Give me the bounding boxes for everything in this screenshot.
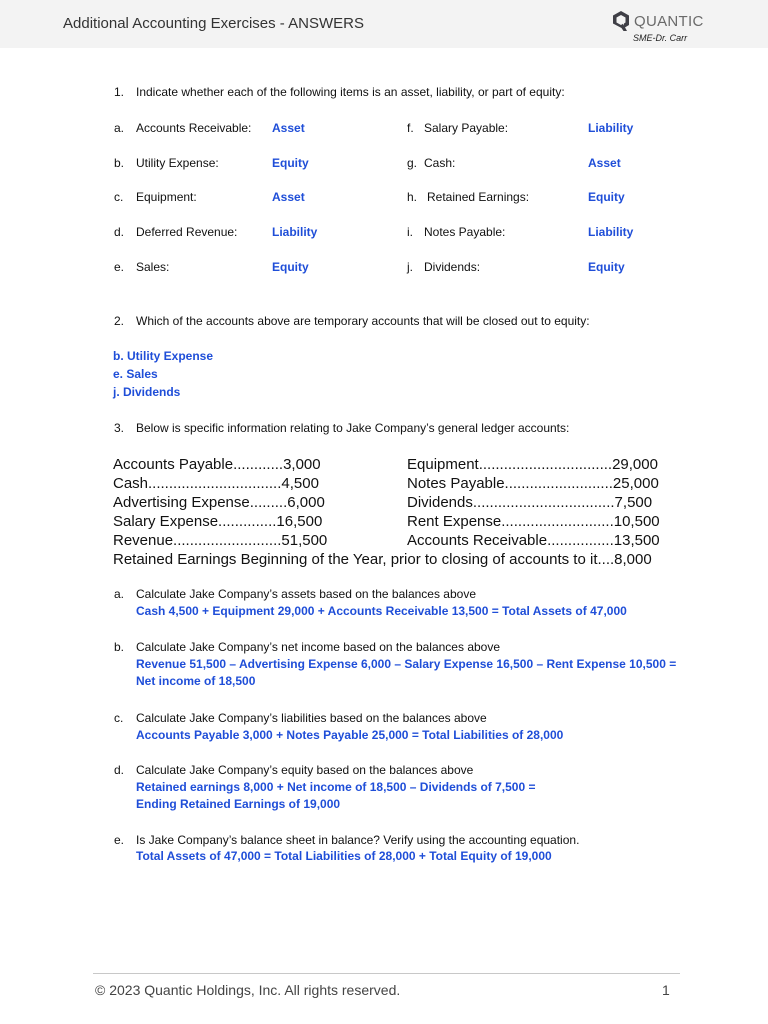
item-label: Cash: <box>424 156 456 170</box>
item-letter: a. <box>114 121 125 135</box>
q3-answer-b-line1: Revenue 51,500 – Advertising Expense 6,000 – Salary Expense 16,500 – Rent Expense 10,500 = <box>136 657 677 671</box>
q1-item-c <box>114 190 197 204</box>
q3-answer-b-line2: Net income of 18,500 <box>136 674 256 688</box>
item-label: Salary Payable: <box>424 121 509 135</box>
footer-divider <box>93 973 680 974</box>
q1-item-i <box>407 225 505 239</box>
retained-earnings-line: Retained Earnings Beginning of the Year, prior to closing of accounts to it....8,000 <box>113 551 652 568</box>
q1-item-e <box>114 260 169 274</box>
item-label: Utility Expense: <box>136 156 219 170</box>
ledger-left-4: Salary Expense..............16,500 <box>113 513 323 530</box>
q2-answer-1: b. Utility Expense <box>113 349 214 363</box>
part-prompt: Calculate Jake Company’s equity based on the balances above <box>136 763 474 777</box>
ledger-right-1: Equipment................................29,000 <box>407 456 658 473</box>
part-prompt: Calculate Jake Company’s net income based on the balances above <box>136 640 501 654</box>
item-letter: f. <box>407 121 414 135</box>
question-prompt: Below is specific information relating to Jake Company’s general ledger accounts: <box>136 421 570 435</box>
quantic-logo <box>611 10 704 32</box>
item-letter: i. <box>407 225 413 239</box>
ledger-right-5: Accounts Receivable................13,500 <box>407 532 660 549</box>
page-number: 1 <box>662 982 670 998</box>
question-3 <box>114 421 569 435</box>
ledger-left-5: Revenue..........................51,500 <box>113 532 328 549</box>
q1-item-b <box>114 156 219 170</box>
part-prompt: Calculate Jake Company’s assets based on the balances above <box>136 587 476 601</box>
q3-answer-a: Cash 4,500 + Equipment 29,000 + Accounts Receivable 13,500 = Total Assets of 47,000 <box>136 604 627 618</box>
part-letter: d. <box>114 763 125 777</box>
question-number: 2. <box>114 314 125 328</box>
quantic-logo-icon <box>611 10 631 32</box>
q1-answer-g: Asset <box>588 156 621 170</box>
item-letter: c. <box>114 190 124 204</box>
q2-answer-2: e. Sales <box>113 367 158 381</box>
part-letter: b. <box>114 640 125 654</box>
q3-part-d <box>114 763 473 777</box>
question-number: 1. <box>114 85 125 99</box>
q1-answer-e: Equity <box>272 260 309 274</box>
item-label: Retained Earnings: <box>427 190 530 204</box>
q1-item-j <box>407 260 480 274</box>
item-label: Notes Payable: <box>424 225 506 239</box>
q1-item-d <box>114 225 237 239</box>
q1-answer-a: Asset <box>272 121 305 135</box>
q1-answer-d: Liability <box>272 225 318 239</box>
ledger-left-2: Cash................................4,500 <box>113 475 319 492</box>
item-letter: d. <box>114 225 125 239</box>
q3-answer-d-line2: Ending Retained Earnings of 19,000 <box>136 797 341 811</box>
q1-item-g <box>407 156 455 170</box>
q1-answer-i: Liability <box>588 225 634 239</box>
part-letter: a. <box>114 587 125 601</box>
part-letter: c. <box>114 711 124 725</box>
question-1 <box>114 85 565 99</box>
q1-answer-f: Liability <box>588 121 634 135</box>
q1-answer-j: Equity <box>588 260 625 274</box>
footer-copyright: © 2023 Quantic Holdings, Inc. All rights reserved. <box>95 982 401 998</box>
ledger-right-2: Notes Payable..........................25,000 <box>407 475 659 492</box>
question-prompt: Indicate whether each of the following items is an asset, liability, or part of equity: <box>136 85 565 99</box>
item-letter: j. <box>407 260 413 274</box>
ledger-right-4: Rent Expense...........................10,500 <box>407 513 660 530</box>
ledger-left-1: Accounts Payable............3,000 <box>113 456 321 473</box>
question-2 <box>114 314 590 328</box>
q2-answer-3: j. Dividends <box>113 385 181 399</box>
q1-item-a <box>114 121 251 135</box>
item-label: Equipment: <box>136 190 197 204</box>
sme-label: SME-Dr. Carr <box>633 33 688 43</box>
q3-answer-c: Accounts Payable 3,000 + Notes Payable 25,000 = Total Liabilities of 28,000 <box>136 728 564 742</box>
q1-item-h <box>407 190 529 204</box>
part-prompt: Is Jake Company’s balance sheet in balance? Verify using the accounting equation. <box>136 833 580 847</box>
item-letter: h. <box>407 190 418 204</box>
q3-part-a <box>114 587 476 601</box>
q3-answer-e: Total Assets of 47,000 = Total Liabilities of 28,000 + Total Equity of 19,000 <box>136 849 552 863</box>
question-number: 3. <box>114 421 125 435</box>
item-label: Dividends: <box>424 260 481 274</box>
q1-answer-h: Equity <box>588 190 625 204</box>
q1-answer-b: Equity <box>272 156 309 170</box>
ledger-right-3: Dividends..................................7,500 <box>407 494 653 511</box>
item-label: Accounts Receivable: <box>136 121 252 135</box>
q3-part-b <box>114 640 500 654</box>
ledger-left-3: Advertising Expense.........6,000 <box>113 494 325 511</box>
question-prompt: Which of the accounts above are temporary accounts that will be closed out to equity: <box>136 314 590 328</box>
item-letter: e. <box>114 260 125 274</box>
document-title: Additional Accounting Exercises - ANSWERS <box>63 15 364 32</box>
item-label: Sales: <box>136 260 170 274</box>
part-letter: e. <box>114 833 125 847</box>
q3-answer-d-line1: Retained earnings 8,000 + Net income of 18,500 – Dividends of 7,500 = <box>136 780 536 794</box>
q3-part-e <box>114 833 579 847</box>
q1-item-f <box>407 121 508 135</box>
q1-answer-c: Asset <box>272 190 305 204</box>
part-prompt: Calculate Jake Company’s liabilities based on the balances above <box>136 711 487 725</box>
item-letter: g. <box>407 156 418 170</box>
item-label: Deferred Revenue: <box>136 225 238 239</box>
q3-part-c <box>114 711 487 725</box>
page-header <box>0 0 768 48</box>
item-letter: b. <box>114 156 125 170</box>
brand-name: QUANTIC <box>634 12 704 30</box>
